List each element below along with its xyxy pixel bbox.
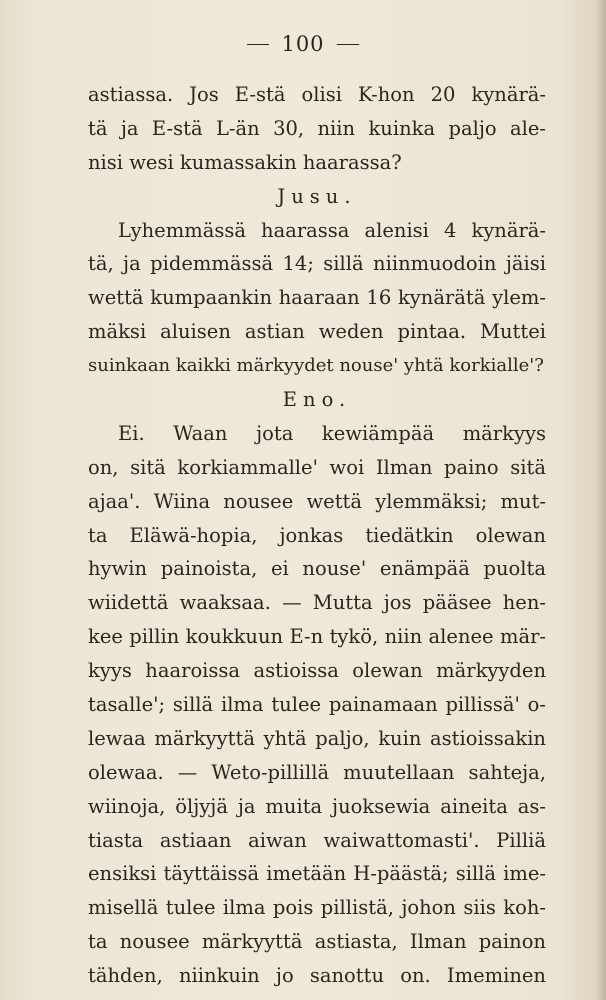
text-line: olewaa. — Weto-pillillä muutellaan sahteja, [88,760,546,784]
speaker-heading: Eno. [282,388,352,412]
text-line: wiidettä waaksaa. — Mutta jos pääsee hen- [88,591,546,615]
text-line: kyys haaroissa astioissa olewan märkyyden [88,659,546,683]
text-line: tä, ja pidemmässä 14; sillä niinmuodoin jäisi [88,252,546,276]
text-line: suinkaan kaikki märkyydet nouse' yhtä korkialle'? [88,355,544,377]
text-line: ta nousee märkyyttä astiasta, Ilman painon [88,930,546,954]
text-line: misellä tulee ilma pois pillistä, johon siis koh- [88,896,546,920]
page-body-text [88,78,546,993]
text-line: astiassa. Jos E-stä olisi K-hon 20 kynärä- [88,83,546,106]
text-line: tiasta astiaan aiwan waiwattomasti'. Pilliä [88,828,546,852]
text-line: wiinoja, öljyjä ja muita juoksewia aineita as- [88,794,546,818]
text-line: tasalle'; sillä ilma tulee painamaan pillissä' o- [88,693,546,717]
text-line: hywin painoista, ei nouse' enämpää puolta [88,557,546,581]
page-edge-shadow [596,0,606,1000]
text-line: on, sitä korkiammalle' woi Ilman paino sitä [88,455,546,479]
header-dash-right [337,44,359,45]
text-line: nisi wesi kumassakin haarassa? [88,150,402,174]
text-line: tähden, niinkuin jo sanottu on. Imeminen [88,964,546,988]
text-line: ajaa'. Wiina nousee wettä ylemmäksi; mut- [88,489,546,513]
text-line: Ei. Waan jota kewiämpää märkyys [118,421,546,445]
text-line: mäksi aluisen astian weden pintaa. Muttei [88,320,546,344]
text-line: ta Eläwä-hopia, jonkas tiedätkin olewan [88,523,546,547]
page-header [0,32,606,56]
text-line: lewaa märkyyttä yhtä paljo, kuin astioissakin [88,726,546,750]
text-line: ensiksi täyttäissä imetään H-päästä; sillä ime- [88,862,546,886]
text-line: tä ja E-stä L-än 30, niin kuinka paljo ale- [88,116,546,140]
text-line: kee pillin koukkuun E-n tykö, niin alenee mär- [88,625,546,649]
page-number: 100 [281,32,325,56]
text-line: Lyhemmässä haarassa alenisi 4 kynärä- [118,218,546,242]
speaker-heading: Jusu. [277,184,357,208]
header-dash-left [247,44,269,45]
text-line: wettä kumpaankin haaraan 16 kynärätä ylem- [88,286,546,310]
